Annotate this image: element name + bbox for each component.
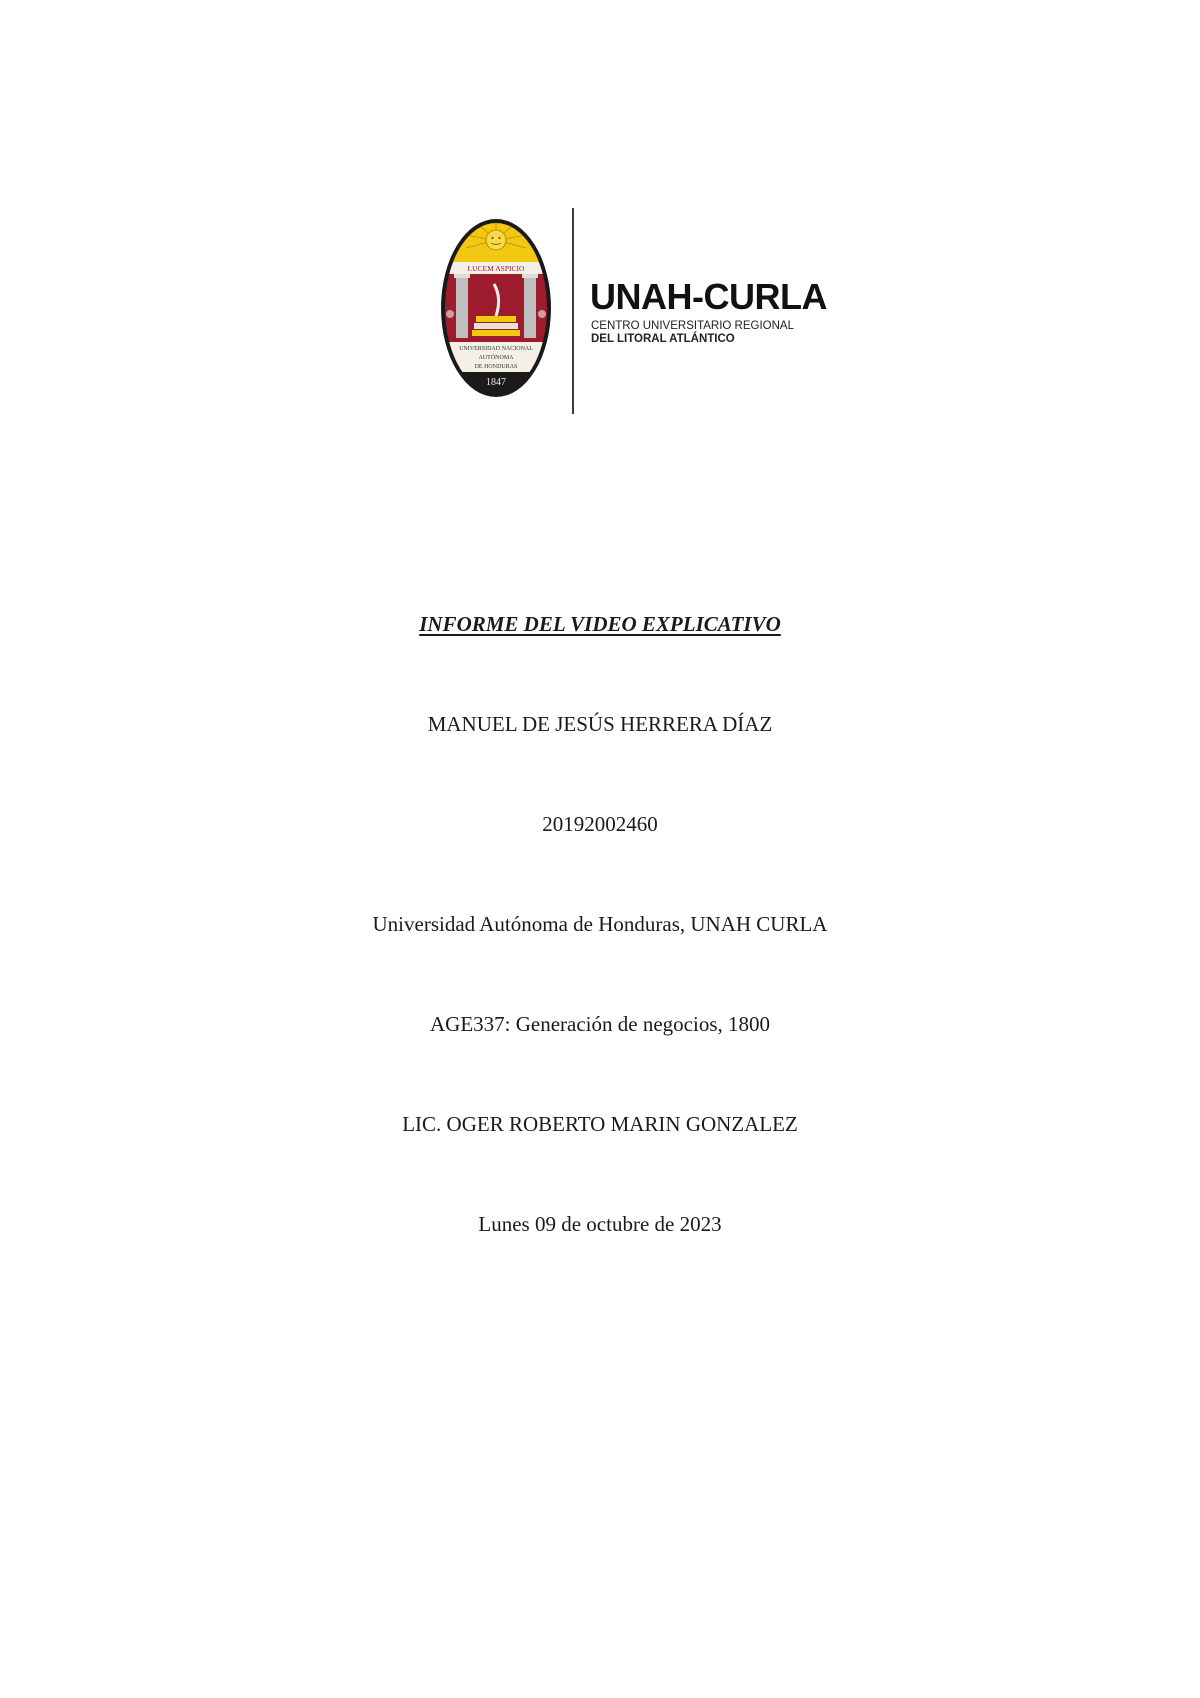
institution-logo: [440, 208, 840, 418]
seal-year: 1847: [486, 377, 506, 388]
logo-divider: [572, 208, 574, 414]
brand-name: UNAH-CURLA: [590, 276, 827, 317]
institution-name: Universidad Autónoma de Honduras, UNAH CURLA: [372, 912, 828, 936]
university-seal-icon: [440, 218, 552, 398]
instructor-name: LIC. OGER ROBERTO MARIN GONZALEZ: [402, 1112, 798, 1136]
seal-inscription-1: UNIVERSIDAD NACIONAL: [459, 346, 533, 352]
brand-subtitle-line-1: CENTRO UNIVERSITARIO REGIONAL: [591, 320, 794, 332]
author-name: MANUEL DE JESÚS HERRERA DÍAZ: [427, 712, 773, 736]
seal-inscription-3: DE HONDURAS: [474, 364, 518, 370]
document-title: INFORME DEL VIDEO EXPLICATIVO: [419, 612, 781, 636]
seal-motto: LUCEM ASPICIO: [467, 264, 525, 273]
document-date: Lunes 09 de octubre de 2023: [478, 1212, 722, 1236]
brand-subtitle-line-2: DEL LITORAL ATLÁNTICO: [591, 333, 735, 345]
course-name: AGE337: Generación de negocios, 1800: [430, 1012, 770, 1036]
student-id: 20192002460: [542, 812, 658, 836]
seal-inscription-2: AUTÓNOMA: [478, 355, 514, 361]
